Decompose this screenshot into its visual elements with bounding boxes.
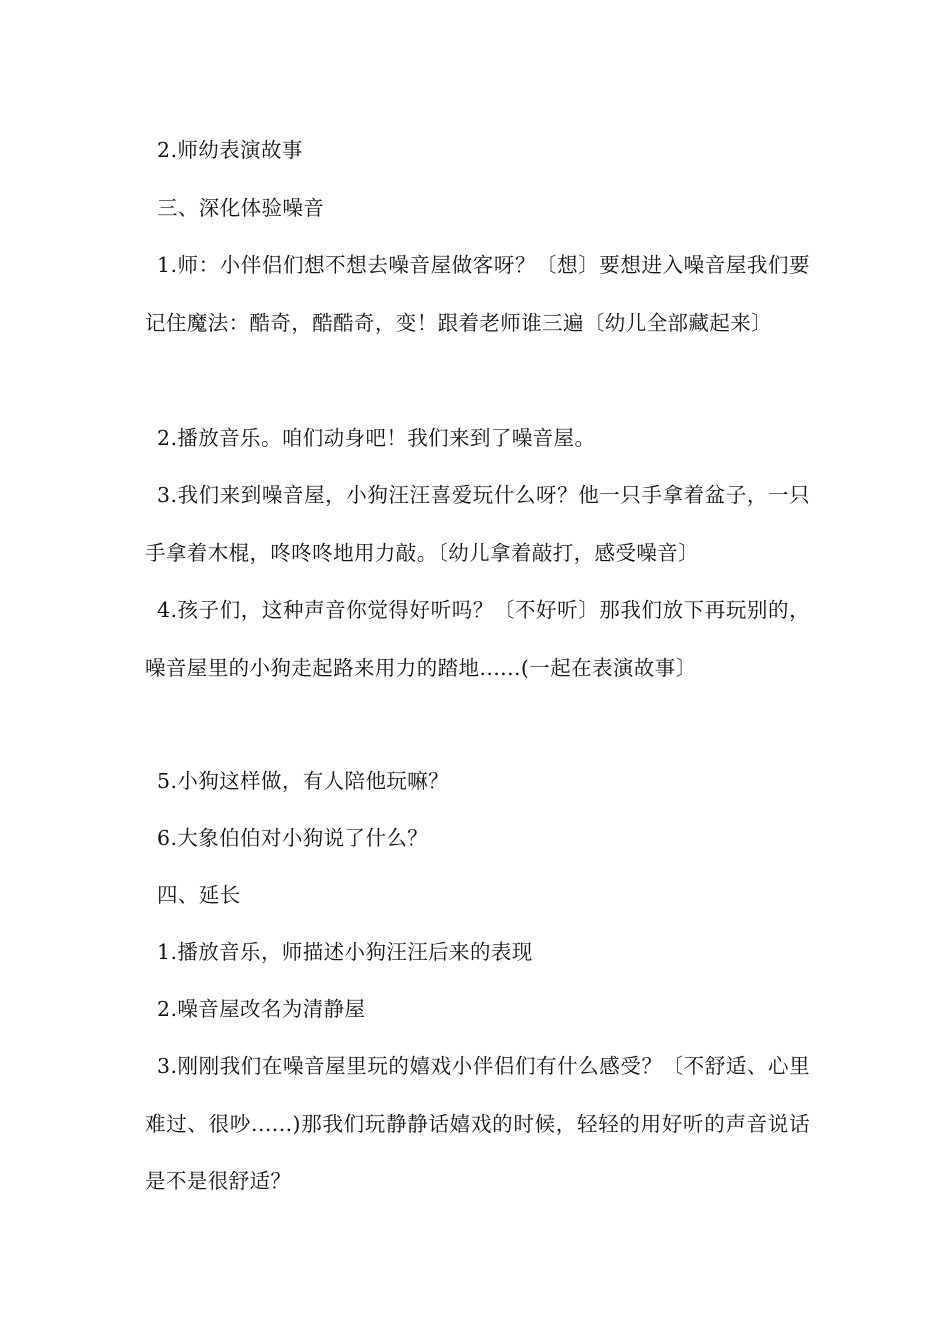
heading-extension: 四、延长 [157,883,241,907]
paragraph-2-perform-story: 2.师幼表演故事 [157,138,303,162]
paragraph-3-puppy-playing: 3.我们来到噪音屋，小狗汪汪喜爱玩什么呀？他一只手拿着盆子，一只手拿着木棍，咚咚咚地用力敲。〔幼儿拿着敲打，感受噪音〕 [145,483,810,565]
paragraph-5-anyone-play: 5.小狗这样做，有人陪他玩嘛？ [157,769,450,793]
paragraph-6-elephant-said: 6.大象伯伯对小狗说了什么？ [157,826,429,850]
paragraph-2-rename-house: 2.噪音屋改名为清静屋 [157,997,366,1021]
paragraph-4-sound-question: 4.孩子们，这种声音你觉得好听吗？〔不好听〕那我们放下再玩别的，噪音屋里的小狗走起路来用力的踏地......(一起在表演故事〕 [145,598,810,680]
paragraph-2-play-music: 2.播放音乐。咱们动身吧！我们来到了噪音屋。 [157,426,596,450]
paragraph-3-feelings: 3.刚刚我们在噪音屋里玩的嬉戏小伴侣们有什么感受？〔不舒适、心里难过、很吵......)那我们玩静静话嬉戏的时候，轻轻的用好听的声音说话是不是很舒适？ [145,1054,810,1193]
paragraph-1-play-music-describe: 1.播放音乐，师描述小狗汪汪后来的表现 [157,940,533,964]
heading-deepen-noise-experience: 三、深化体验噪音 [157,196,325,220]
paragraph-1-visit-noise-house: 1.师：小伴侣们想不想去噪音屋做客呀？〔想〕要想进入噪音屋我们要记住魔法：酷奇，酷酷奇，变！跟着老师谁三遍〔幼儿全部藏起来〕 [145,253,810,335]
